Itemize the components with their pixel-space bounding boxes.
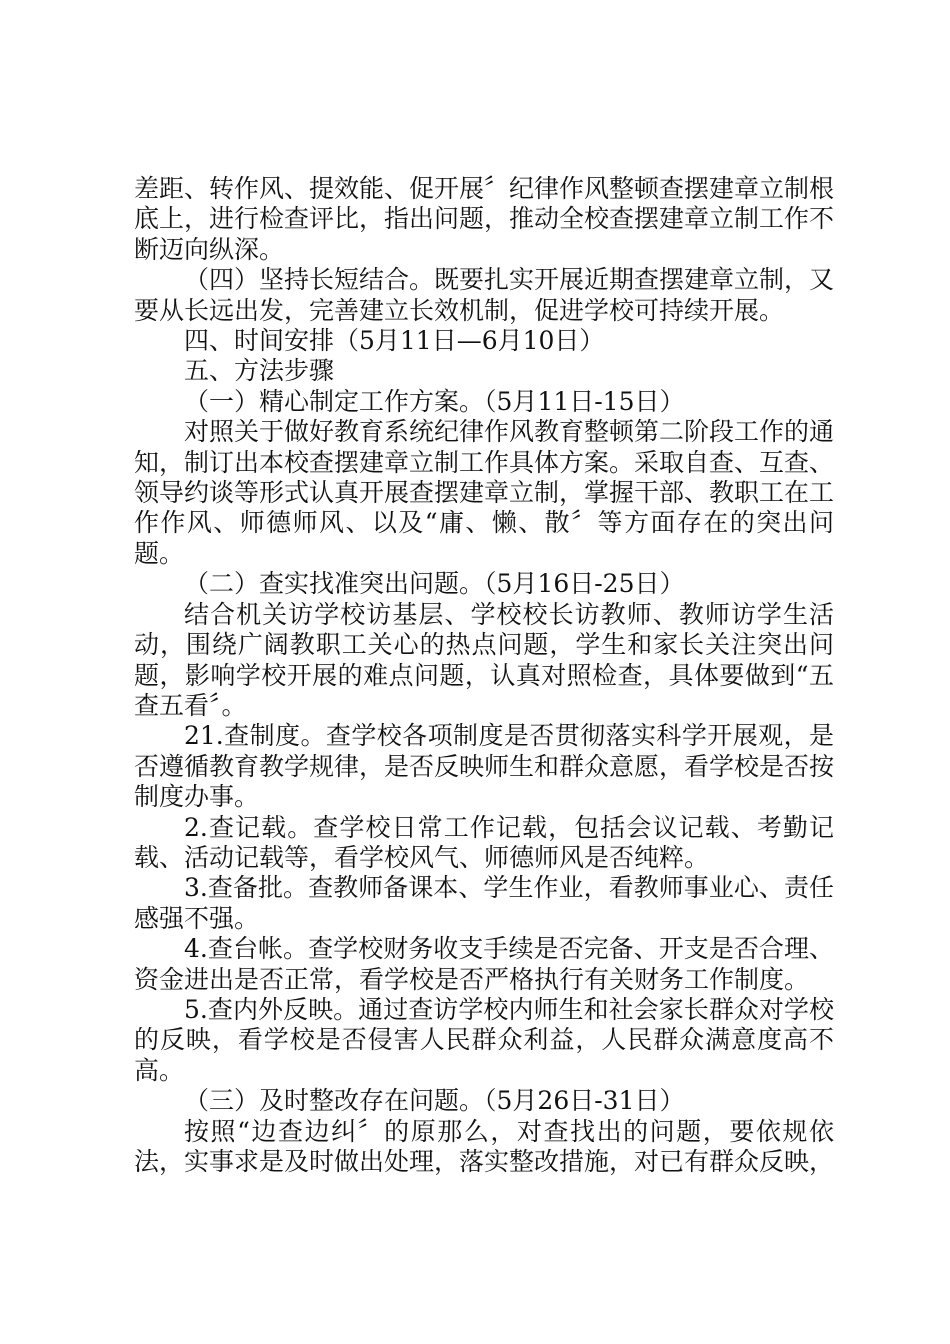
list-item: 2.查记载。查学校日常工作记载，包括会议记载、考勤记载、活动记载等，看学校风气、师德师风是否纯粹。: [134, 812, 834, 872]
document-body: [134, 174, 834, 1177]
list-item: 4.查台帐。查学校财务收支手续是否完备、开支是否合理、资金进出是否正常，看学校是否严格执行有关财务工作制度。: [134, 934, 834, 994]
paragraph: 差距、转作风、提效能、促开展〞纪律作风整顿查摆建章立制根底上，进行检查评比，指出问题，推动全校查摆建章立制工作不断迈向纵深。: [134, 174, 835, 264]
section-heading: 五、方法步骤: [184, 356, 335, 386]
subsection-heading: （二）查实找准突出问题。（5月16日-25日）: [184, 569, 685, 599]
subsection-heading: （三）及时整改存在问题。（5月26日-31日）: [184, 1086, 685, 1116]
paragraph: 对照关于做好教育系统纪律作风教育整顿第二阶段工作的通知，制订出本校查摆建章立制工作具体方案。采取自查、互查、领导约谈等形式认真开展查摆建章立制，掌握干部、教职工在工作作风、师德师风、以及“庸、懒、散〞等方面存在的突出问题。: [134, 417, 835, 568]
paragraph: （四）坚持长短结合。既要扎实开展近期查摆建章立制，又要从长远出发，完善建立长效机制，促进学校可持续开展。: [134, 265, 835, 325]
list-item: 21.查制度。查学校各项制度是否贯彻落实科学开展观，是否遵循教育教学规律，是否反映师生和群众意愿，看学校是否按制度办事。: [134, 721, 835, 812]
subsection-heading: （一）精心制定工作方案。（5月11日-15日）: [184, 386, 685, 416]
list-item: 5.查内外反映。通过查访学校内师生和社会家长群众对学校的反映，看学校是否侵害人民群众利益，人民群众满意度高不高。: [134, 994, 834, 1085]
paragraph: 结合机关访学校访基层、学校校长访教师、教师访学生活动，围绕广阔教职工关心的热点问题，学生和家长关注突出问题，影响学校开展的难点问题，认真对照检查，具体要做到“五查五看〞。: [134, 599, 834, 720]
paragraph: 按照“边查边纠〞的原那么，对查找出的问题，要依规依法，实事求是及时做出处理，落实整改措施，对已有群众反映，: [134, 1116, 835, 1176]
list-item: 3.查备批。查教师备课本、学生作业，看教师事业心、责任感强不强。: [134, 873, 834, 933]
section-heading: 四、时间安排（5月11日—6月10日）: [184, 326, 605, 356]
